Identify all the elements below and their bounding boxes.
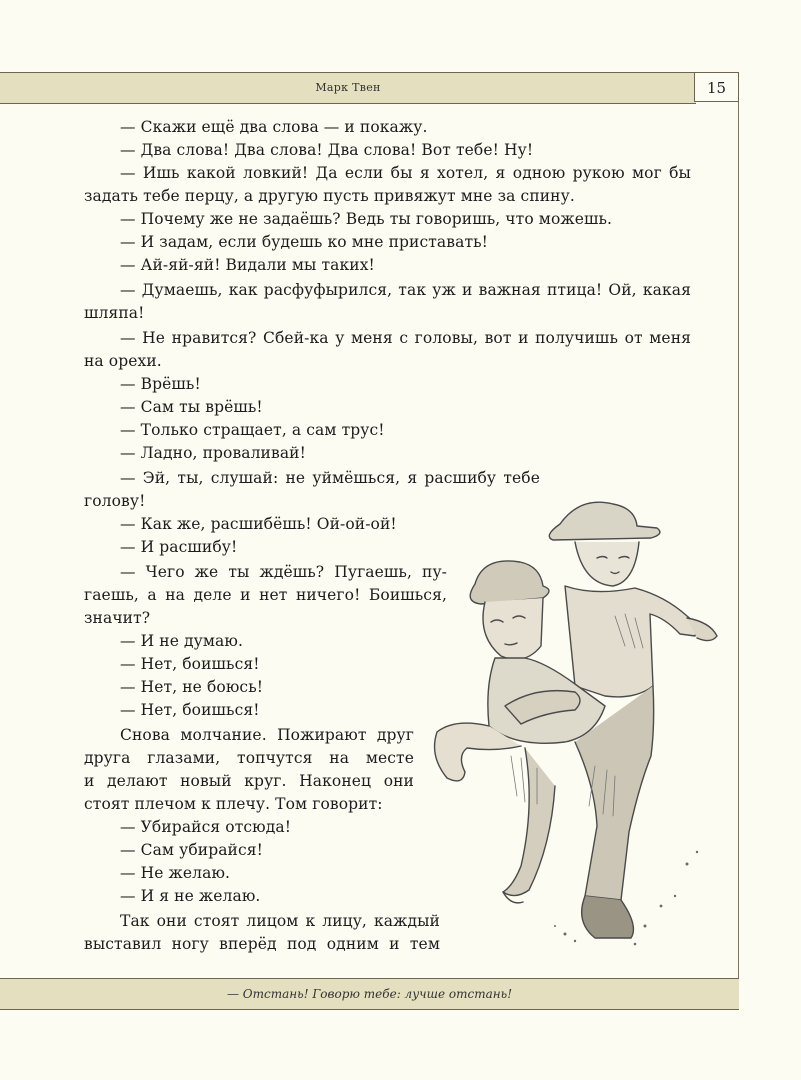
boys-fighting-illustration-icon [425, 486, 720, 951]
running-title: Марк Твен [315, 81, 381, 94]
text-line: — Не нравится? Сбей-ка у меня с головы, вот и получишь от меня [120, 329, 691, 347]
text-line: — Нет, боишься! [120, 655, 260, 673]
text-line: выставил ногу вперёд под одним и тем [84, 935, 440, 953]
text-line: — Сам ты врёшь! [120, 398, 263, 416]
text-line: гаешь, а на деле и нет ничего! Боишься, [84, 586, 447, 604]
text-line: Снова молчание. Пожирают друг [120, 726, 414, 744]
text-line: — И задам, если будешь ко мне приставать! [120, 233, 488, 251]
text-line: задать тебе перцу, а другую пусть привяжут мне за спину. [84, 187, 575, 205]
text-line: — Ай-яй-яй! Видали мы таких! [120, 256, 375, 274]
text-line: — Ладно, проваливай! [120, 444, 306, 462]
text-line: шляпа! [84, 304, 145, 322]
illustration-caption: — Отстань! Говорю тебе: лучше отстань! [226, 987, 513, 1001]
text-line: друга глазами, топчутся на месте [84, 749, 414, 767]
text-line: значит? [84, 609, 151, 627]
text-line: — Почему же не задаёшь? Ведь ты говоришь, что можешь. [120, 210, 613, 228]
page-frame-line [738, 102, 739, 1010]
text-line: — Не желаю. [120, 864, 231, 882]
text-line: — И расшибу! [120, 538, 238, 556]
text-line: — Сам убирайся! [120, 841, 263, 859]
text-line: — Как же, расшибёшь! Ой-ой-ой! [120, 515, 397, 533]
text-line: и делают новый круг. Наконец они [84, 772, 414, 790]
page-number: 15 [694, 72, 739, 102]
text-line: — Думаешь, как расфуфырился, так уж и важная птица! Ой, какая [120, 281, 691, 299]
text-line: — Чего же ты ждёшь? Пугаешь, пу- [120, 563, 447, 581]
text-line: Так они стоят лицом к лицу, каждый [120, 912, 440, 930]
text-line: — Нет, не боюсь! [120, 678, 264, 696]
text-line: — Эй, ты, слушай: не уймёшься, я расшибу тебе [120, 469, 540, 487]
text-line: — Скажи ещё два слова — и покажу. [120, 118, 428, 136]
text-line: на орехи. [84, 352, 162, 370]
text-line: — И я не желаю. [120, 887, 261, 905]
text-line: — Два слова! Два слова! Два слова! Вот тебе! Ну! [120, 141, 534, 159]
text-line: — Нет, боишься! [120, 701, 260, 719]
text-line: стоят плечом к плечу. Том говорит: [84, 795, 383, 813]
text-line: — Ишь какой ловкий! Да если бы я хотел, я одною рукою мог бы [120, 164, 691, 182]
text-line: — Только стращает, а сам трус! [120, 421, 385, 439]
text-line: — И не думаю. [120, 632, 243, 650]
text-line: — Врёшь! [120, 375, 201, 393]
text-line: — Убирайся отсюда! [120, 818, 292, 836]
text-line: голову! [84, 492, 146, 510]
